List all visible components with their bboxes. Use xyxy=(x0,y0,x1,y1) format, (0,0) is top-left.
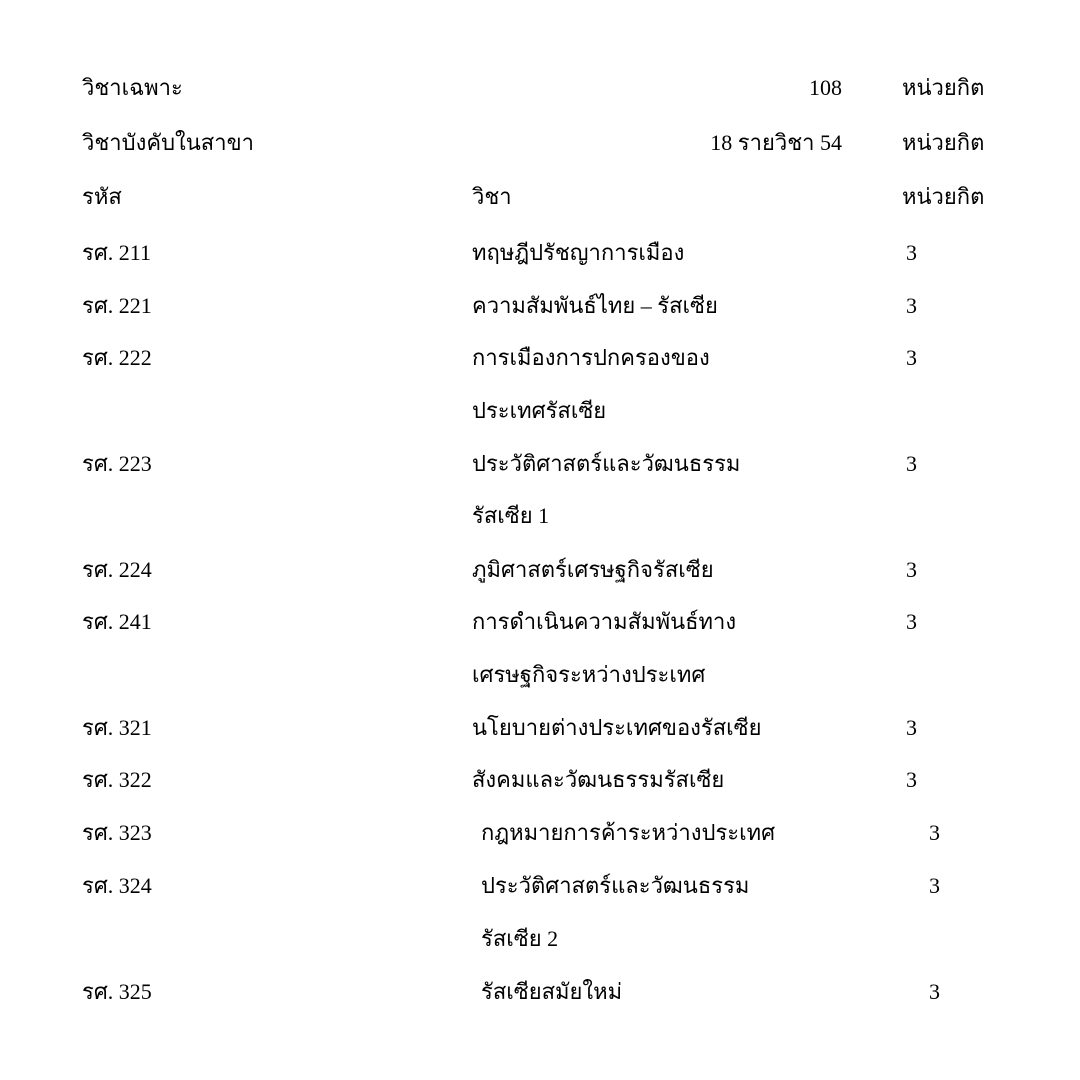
course-code: รศ. 241 xyxy=(82,609,152,634)
header-course-name: วิชา xyxy=(472,184,512,209)
course-name-continued: เศรษฐกิจระหว่างประเทศ xyxy=(472,662,706,687)
course-code: รศ. 321 xyxy=(82,715,152,740)
course-credits: 3 xyxy=(906,240,917,265)
course-credits: 3 xyxy=(929,820,940,845)
course-name: การเมืองการปกครองของ xyxy=(472,345,710,370)
course-code: รศ. 211 xyxy=(82,240,151,265)
specific-courses-unit: หน่วยกิต xyxy=(902,75,985,100)
course-credits: 3 xyxy=(906,451,917,476)
course-code: รศ. 324 xyxy=(82,873,152,898)
required-courses-count: 18 รายวิชา 54 xyxy=(710,130,842,155)
course-name: ประวัติศาสตร์และวัฒนธรรม xyxy=(481,873,750,898)
course-code: รศ. 323 xyxy=(82,820,152,845)
course-code: รศ. 223 xyxy=(82,451,152,476)
course-credits: 3 xyxy=(929,979,940,1004)
specific-courses-label: วิชาเฉพาะ xyxy=(82,75,183,100)
course-credits: 3 xyxy=(906,609,917,634)
course-credits: 3 xyxy=(929,873,940,898)
header-code: รหัส xyxy=(82,184,122,209)
course-name: ทฤษฎีปรัชญาการเมือง xyxy=(472,240,685,265)
course-name-continued: ประเทศรัสเซีย xyxy=(472,398,607,423)
course-credits: 3 xyxy=(906,345,917,370)
course-credits: 3 xyxy=(906,715,917,740)
course-name-continued: รัสเซีย 1 xyxy=(472,503,550,528)
required-courses-label: วิชาบังคับในสาขา xyxy=(82,130,254,155)
course-name-continued: รัสเซีย 2 xyxy=(481,926,559,951)
course-code: รศ. 222 xyxy=(82,345,152,370)
course-name: ความสัมพันธ์ไทย – รัสเซีย xyxy=(472,293,718,318)
course-credits: 3 xyxy=(906,767,917,792)
course-name: การดำเนินความสัมพันธ์ทาง xyxy=(472,609,737,634)
course-name: ภูมิศาสตร์เศรษฐกิจรัสเซีย xyxy=(472,557,714,582)
course-name: สังคมและวัฒนธรรมรัสเซีย xyxy=(472,767,725,792)
course-name: กฎหมายการค้าระหว่างประเทศ xyxy=(481,820,776,845)
course-name: นโยบายต่างประเทศของรัสเซีย xyxy=(472,715,762,740)
required-courses-unit: หน่วยกิต xyxy=(902,130,985,155)
course-credits: 3 xyxy=(906,557,917,582)
course-code: รศ. 221 xyxy=(82,293,152,318)
course-code: รศ. 325 xyxy=(82,979,152,1004)
course-code: รศ. 224 xyxy=(82,557,152,582)
course-code: รศ. 322 xyxy=(82,767,152,792)
header-credits: หน่วยกิต xyxy=(902,184,985,209)
course-name: รัสเซียสมัยใหม่ xyxy=(481,979,623,1004)
course-credits: 3 xyxy=(906,293,917,318)
specific-courses-credits: 108 xyxy=(809,75,842,100)
course-name: ประวัติศาสตร์และวัฒนธรรม xyxy=(472,451,741,476)
